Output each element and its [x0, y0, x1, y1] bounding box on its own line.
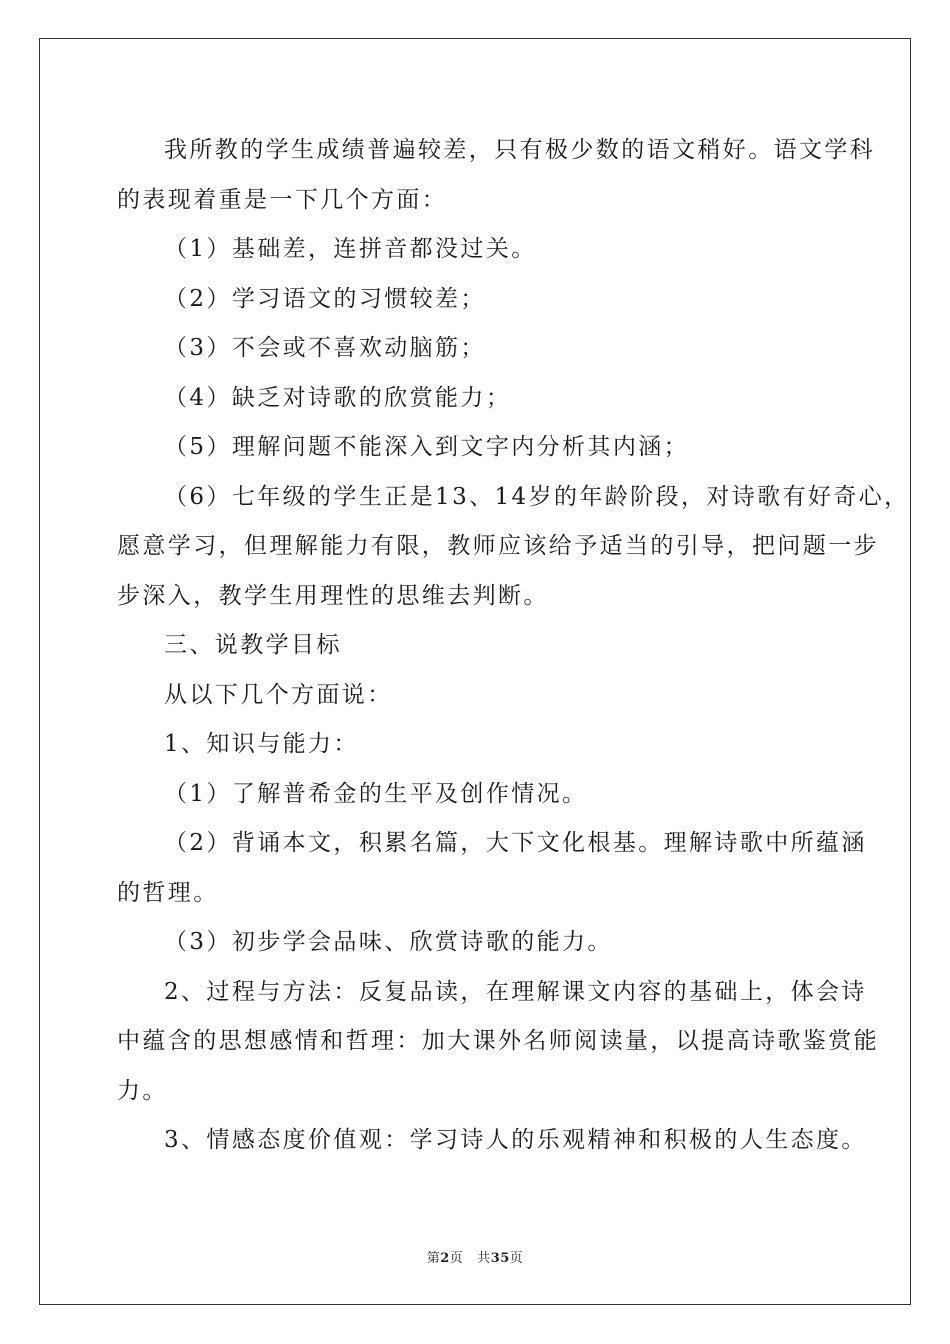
list-item: （4）缺乏对诗歌的欣赏能力；	[164, 384, 512, 411]
paragraph-line: 中蕴含的思想感情和哲理：加大课外名师阅读量，以提高诗歌鉴赏能	[117, 1028, 879, 1054]
list-item: （5）理解问题不能深入到文字内分析其内涵；	[164, 434, 690, 460]
list-item: （2）学习语文的习惯较差；	[164, 285, 486, 312]
subsection-heading: 1、知识与能力：	[164, 731, 359, 757]
paragraph-line: 的哲理。	[117, 879, 219, 906]
footer-page-word: 页	[449, 1251, 464, 1266]
list-item: （3）不会或不喜欢动脑筋；	[164, 335, 486, 361]
paragraph-line: 愿意学习，但理解能力有限，教师应该给予适当的引导，把问题一步	[117, 533, 879, 559]
page-footer	[0, 1247, 950, 1266]
document-body	[117, 126, 910, 1166]
total-pages-number: 35	[490, 1251, 510, 1266]
footer-total-prefix: 共	[477, 1251, 491, 1266]
footer-total-suffix: 页	[509, 1251, 524, 1266]
section-heading: 三、说教学目标	[164, 632, 342, 658]
paragraph-line: 力。	[117, 1077, 168, 1104]
paragraph-line: 步深入，教学生用理性的思维去判断。	[117, 582, 549, 609]
paragraph-line: 2、过程与方法：反复品读，在理解课文内容的基础上，体会诗	[164, 978, 867, 1005]
list-item: （2）背诵本文，积累名篇，大下文化根基。理解诗歌中所蕴涵	[164, 830, 867, 856]
paragraph-line: 我所教的学生成绩普遍较差，只有极少数的语文稍好。语文学科	[164, 137, 876, 163]
footer-prefix: 第	[426, 1251, 441, 1266]
paragraph-line: 3、情感态度价值观：学习诗人的乐观精神和积极的人生态度。	[164, 1127, 867, 1153]
paragraph-line: 的表现着重是一下几个方面：	[117, 186, 448, 213]
list-item: （1）基础差，连拼音都没过关。	[164, 236, 537, 262]
list-item: （3）初步学会品味、欣赏诗歌的能力。	[164, 929, 613, 955]
list-item: （6）七年级的学生正是13、14岁的年龄阶段，对诗歌有好奇心，	[164, 483, 910, 510]
paragraph-line: 从以下几个方面说：	[164, 681, 393, 708]
list-item: （1）了解普希金的生平及创作情况。	[164, 780, 588, 807]
current-page-number: 2	[440, 1251, 450, 1266]
